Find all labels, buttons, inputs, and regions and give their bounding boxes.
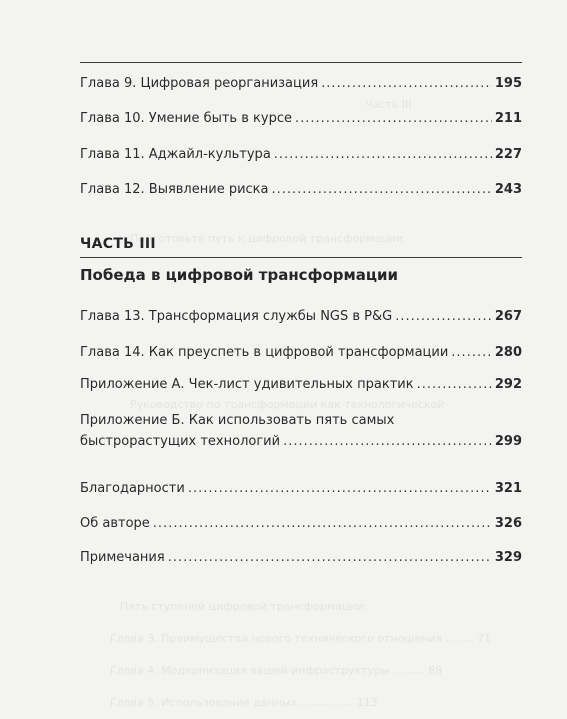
top-divider	[80, 62, 522, 63]
toc-leader-dots	[283, 434, 492, 450]
toc-entry[interactable]	[80, 111, 522, 127]
toc-entry[interactable]	[80, 516, 522, 532]
toc-page-number: 195	[494, 76, 522, 91]
toc-leader-dots	[153, 516, 492, 532]
toc-leader-dots	[395, 309, 492, 325]
toc-entry[interactable]	[80, 377, 522, 393]
toc-entry[interactable]	[80, 182, 522, 198]
toc-entry[interactable]	[80, 76, 522, 92]
toc-entry[interactable]	[80, 550, 522, 566]
bleed-through-text: Часть III	[365, 98, 412, 111]
toc-leader-dots	[417, 377, 492, 393]
toc-page-number: 299	[494, 434, 522, 449]
toc-entry[interactable]	[80, 413, 522, 450]
bleed-through-text: Глава 5. Использование данных ............... 113	[110, 696, 378, 709]
bleed-through-text: Пять ступеней цифровой трансформации	[120, 600, 364, 613]
toc-entry[interactable]	[80, 345, 522, 361]
toc-leader-dots	[274, 147, 492, 163]
toc-leader-dots	[321, 76, 492, 92]
toc-page-number: 321	[494, 481, 522, 496]
toc-page-number: 326	[494, 516, 522, 531]
bleed-through-text: Глава 4. Модернизация вашей инфраструктуры ......... 88	[110, 664, 443, 677]
toc-page-number: 280	[494, 345, 522, 360]
toc-entry[interactable]	[80, 147, 522, 163]
part-divider	[80, 257, 522, 258]
toc-entry[interactable]	[80, 481, 522, 497]
part-heading: ЧАСТЬ III	[80, 236, 156, 252]
toc-page-number: 211	[494, 111, 522, 126]
toc-leader-dots	[295, 111, 492, 127]
toc-entry-label: Глава 14. Как преуспеть в цифровой трансформации	[80, 345, 449, 360]
toc-entry-label: Глава 13. Трансформация службы NGS в P&G	[80, 309, 393, 324]
toc-page-number: 267	[494, 309, 522, 324]
toc-entry-label: Приложение А. Чек-лист удивительных практик	[80, 377, 414, 392]
toc-entry-label: Глава 11. Аджайл-культура	[80, 147, 271, 162]
toc-page-number: 329	[494, 550, 522, 565]
part-title: Победа в цифровой трансформации	[80, 266, 399, 284]
toc-leader-dots	[188, 481, 492, 497]
toc-leader-dots	[272, 182, 492, 198]
toc-entry-label: Глава 10. Умение быть в курсе	[80, 111, 292, 126]
toc-entry-label: быстрорастущих технологий	[80, 434, 281, 449]
bleed-through-text: Руководство по трансформации как технологической	[130, 398, 445, 411]
toc-entry-label: Глава 9. Цифровая реорганизация	[80, 76, 319, 91]
toc-entry-label: Благодарности	[80, 481, 185, 496]
toc-entry-label: Об авторе	[80, 516, 150, 531]
toc-page-number: 227	[494, 147, 522, 162]
toc-entry[interactable]	[80, 309, 522, 325]
toc-entry-label: Глава 12. Выявление риска	[80, 182, 269, 197]
toc-leader-dots	[451, 345, 492, 361]
toc-page-number: 292	[494, 377, 522, 392]
toc-page-number: 243	[494, 182, 522, 197]
toc-entry-label: Приложение Б. Как использовать пять самых	[80, 413, 395, 428]
bleed-through-text: Глава 3. Преимущества нового технического отношения ........ 71	[110, 632, 492, 645]
toc-entry-label: Примечания	[80, 550, 165, 565]
toc-leader-dots	[168, 550, 492, 566]
bleed-through-text: Подготовьте путь к цифровой трансформации	[130, 232, 404, 245]
